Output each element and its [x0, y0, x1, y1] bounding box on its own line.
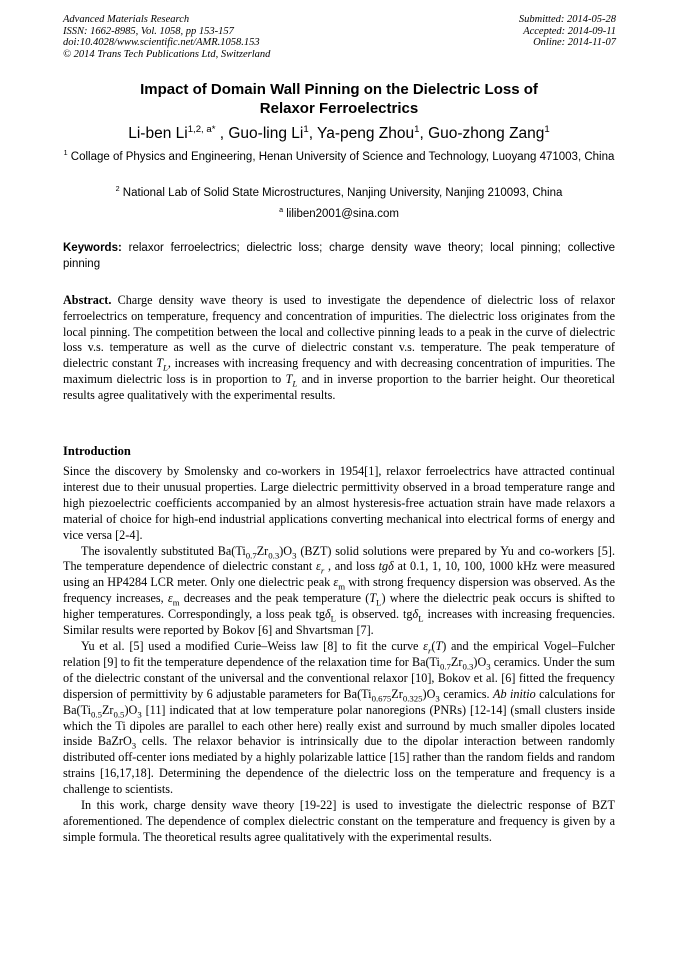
affiliation-mark: 1: [63, 149, 68, 158]
author-affiliation-mark: 1,2, a*: [187, 123, 216, 135]
abstract-text-1: Charge density wave theory is used to investigate the dependence of dielectric loss of relaxor ferroelectrics on temperature, frequency and concentration of impurities. The dielectric loss originates from the local pinning. The competition between the local and collective pinning leads to a peak in the curve of dielectric loss v.s. temperature as well as the curve of dielectric constant v.s. temperature. The peak temperature of dielectric constant: [63, 293, 615, 371]
affiliation-text: National Lab of Solid State Microstructures, Nanjing University, Nanjing 210093, China: [122, 187, 563, 199]
text-run: , and loss: [324, 559, 379, 574]
section-heading-introduction: Introduction: [63, 444, 131, 458]
text-run: )O: [473, 654, 487, 669]
abstract-symbol-tl: [156, 356, 168, 373]
text-run: (: [431, 638, 436, 653]
affiliation-1: [63, 150, 615, 166]
text-run: Yu et al. [5] used a modified Curie–Weiss law [8] to fit the curve: [81, 638, 424, 653]
text-run: m: [172, 597, 180, 608]
text-run: decreases and the peak temperature (: [179, 591, 370, 606]
text-run: ε: [167, 591, 173, 606]
author-email: [63, 207, 615, 223]
text-run: ceramics. Under the sum of the dielectric constant of the universal and the conventional relaxor [10], Bokov et al. [6] fitted the frequency dispersion of permittivity by 6 adjustable parameters for Ba(Ti: [63, 654, 616, 701]
submitted-date: Submitted: 2014-05-28: [518, 14, 616, 25]
text-run: ε: [316, 559, 321, 574]
journal-header-left: [63, 14, 270, 60]
text-run: (BZT) solid solutions were prepared by Yu and co-workers [5]. The temperature dependence of dielectric constant: [63, 543, 615, 574]
introduction-body: [63, 464, 615, 846]
text-run: T: [369, 591, 377, 606]
journal-doi: doi:10.4028/www.scientific.net/AMR.1058.153: [63, 37, 260, 48]
title-line-1: Impact of Domain Wall Pinning on the Dielectric Loss of: [140, 81, 538, 98]
text-run: ) and the empirical Vogel–Fulcher relation [9] to fit the temperature dependence of the relaxation time for Ba(Ti: [63, 638, 615, 669]
text-run: calculations for Ba(Ti: [63, 686, 615, 717]
text-run: tgδ: [378, 559, 394, 574]
online-date: Online: 2014-11-07: [533, 37, 616, 48]
text-run: Zr: [101, 702, 114, 717]
text-run: at 0.1, 1, 10, 100, 1000 kHz were measured using an HP4284 LCR meter. Only one dielectric peak: [63, 559, 616, 590]
text-run: 0.3: [462, 661, 474, 672]
email-address: liliben2001@sina.com: [286, 208, 399, 220]
author-name: Guo-ling Li: [228, 125, 304, 142]
text-run: 0.5: [91, 709, 102, 720]
abstract-text-2: , increases with increasing frequency and with decreasing concentration of impurities. The maximum dielectric loss is in proportion to: [63, 356, 616, 386]
author-affiliation-mark: 1: [414, 123, 420, 135]
text-run: Ab initio: [493, 686, 536, 701]
text-run: m: [338, 581, 346, 592]
title-line-2: Relaxor Ferroelectrics: [259, 99, 419, 117]
author-list: Li-ben $Li^{1,2, a*}$ , Guo-ling Li$^1$, Ya-peng Zhou$^1$, Guo-zhong Zang$^1$: [128, 123, 550, 142]
text-run: ε: [423, 638, 428, 653]
author-name: Ya-peng Zhou: [317, 125, 415, 142]
author-name: Li-ben Li: [128, 125, 188, 142]
affiliation-text: Collage of Physics and Engineering, Henan University of Science and Technology, Luoyang 471003, China: [70, 151, 615, 163]
text-run: r: [427, 645, 432, 656]
text-run: 0.7: [439, 661, 451, 672]
symbol-t: T: [156, 356, 163, 371]
text-run: 3: [435, 693, 440, 704]
paper-title: [63, 81, 615, 118]
text-run: 0.675: [371, 693, 392, 704]
paragraph-1: Since the discovery by Smolensky and co-workers in 1954[1], relaxor ferroelectrics have attracted continual interest due to their unusual properties. Large dielectric permittivity observed in a broad temperature range and high piezoelectric coefficients accompanied by an almost hysteresis-free actuation strain have made relaxors a material of choice for high-end industrial applications converting mechanical into electrical forms of energy and vice versa [2-4].: [63, 464, 615, 542]
journal-issn: ISSN: 1662-8985, Vol. 1058, pp 153-157: [63, 25, 234, 37]
text-run: Zr: [450, 654, 463, 669]
text-run: The isovalently substituted Ba(Ti: [81, 543, 246, 558]
keywords: [63, 241, 615, 272]
text-run: increases with increasing frequencies. Similar results were reported by Bokov [6] and Shvartsman [7].: [63, 607, 616, 638]
text-run: 0.325: [402, 693, 423, 704]
text-run: 0.3: [268, 549, 280, 560]
text-run: ε: [333, 575, 339, 590]
journal-name: Advanced Materials Research: [63, 14, 190, 25]
text-run: )O: [422, 686, 436, 701]
text-run: 0.7: [245, 549, 257, 560]
journal-copyright: © 2014 Trans Tech Publications Ltd, Switzerland: [63, 48, 271, 60]
accepted-date: Accepted: 2014-09-11: [523, 25, 616, 37]
author-affiliation-mark: 1: [544, 123, 550, 135]
text-run: 3: [292, 549, 297, 560]
abstract-label: Abstract.: [63, 293, 112, 307]
text-run: [11] indicated that at low temperature polar nanoregions (PNRs) [12-14] (small clusters inside which the Ti dipoles are parallel to each other here) really exist and surround by much smaller dipoles located inside BaZrO: [63, 702, 615, 749]
text-run: L: [376, 597, 382, 608]
text-run: with strong frequency dispersion was observed. As the frequency increases,: [63, 575, 616, 606]
text-run: 3: [137, 709, 142, 720]
affiliation-mark: 2: [115, 185, 120, 194]
symbol-t: T: [285, 371, 293, 386]
keywords-label: Keywords:: [63, 242, 122, 254]
paragraph-4: In this work, charge density wave theory [19-22] is used to investigate the dielectric response of BZT aforementioned. The dependence of complex dielectric constant on the temperature and frequency is given by a simple formula. The theoretical results agree qualitatively with the experimental results.: [63, 798, 615, 844]
text-run: 3: [131, 740, 137, 751]
text-run: ) where the dielectric peak occurs is shifted to higher temperatures. Correspondingly, a loss peak tg: [63, 591, 615, 622]
text-run: is observed. tg: [335, 607, 413, 622]
author-affiliation-mark: 1: [303, 123, 309, 135]
text-run: )O: [124, 702, 138, 717]
text-run: L: [330, 613, 336, 624]
text-run: Zr: [256, 543, 269, 558]
author-name: Guo-zhong Zang: [428, 125, 545, 142]
paragraph-2: [63, 544, 615, 639]
text-run: ceramics.: [439, 686, 494, 701]
text-run: δ: [324, 607, 331, 622]
text-run: 3: [486, 661, 491, 672]
abstract-symbol-tl: [285, 371, 298, 389]
abstract: [63, 293, 615, 404]
email-mark: a: [279, 206, 284, 215]
text-run: 0.5: [113, 709, 125, 720]
text-run: δ: [412, 607, 419, 622]
text-run: )O: [279, 543, 293, 558]
affiliation-2: [63, 186, 615, 202]
text-run: cells. The relaxor behavior is intrinsically due to the dipolar interaction between randomly distributed off-center ions mediated by a highly polarizable lattice [15] rather than the random fields and random strains [16,17,18]. Determining the dependence of the dielectric loss on the temperature and frequency is a challenge to scientists.: [63, 734, 615, 797]
keywords-text: relaxor ferroelectrics; dielectric loss; charge density wave theory; local pinning; collective pinning: [63, 242, 615, 270]
text-run: L: [418, 613, 424, 624]
abstract-text-3: and in inverse proportion to the barrier height. Our theoretical results agree qualitatively with the experimental results.: [63, 371, 616, 402]
text-run: Zr: [391, 686, 403, 701]
paragraph-3: [63, 639, 615, 798]
symbol-sub: L: [163, 362, 168, 373]
journal-header-right: [519, 14, 616, 49]
text-run: T: [435, 638, 443, 653]
symbol-sub: L: [292, 378, 298, 389]
text-run: r: [320, 565, 325, 576]
